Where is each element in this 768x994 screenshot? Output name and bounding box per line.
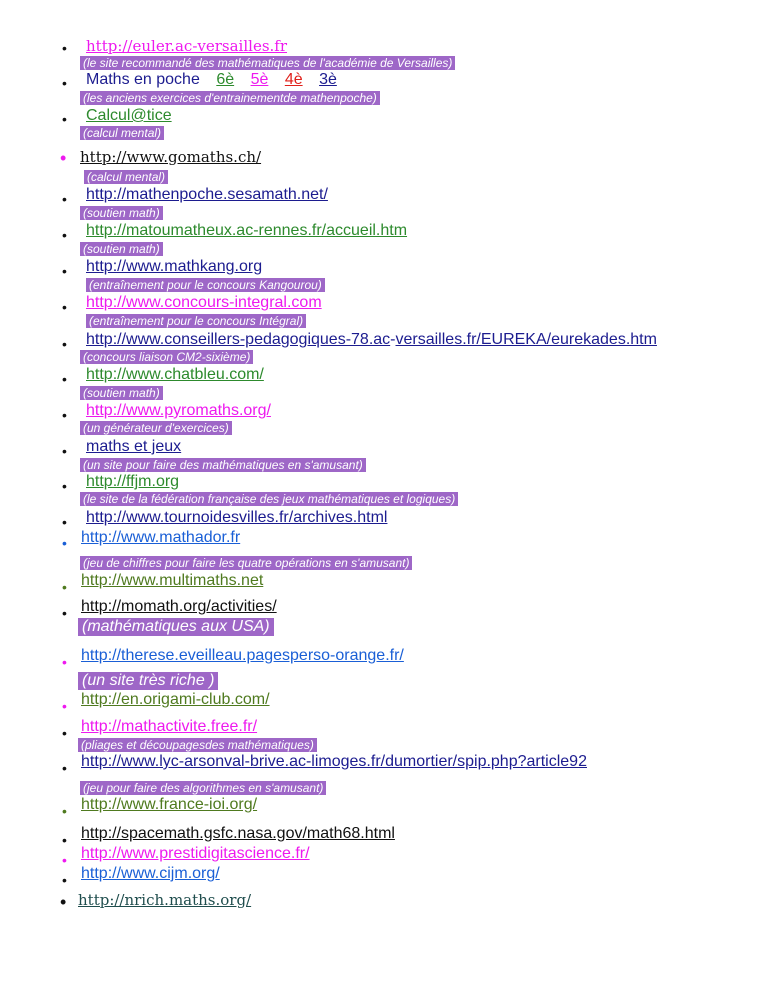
link-ffjm[interactable]: http://ffjm.org [86,473,180,490]
link-spacemath[interactable]: http://spacemath.gsfc.nasa.gov/math68.html [81,825,395,842]
note-calculatice: (calcul mental) [80,126,164,140]
link-france-ioi[interactable]: http://www.france-ioi.org/ [81,796,258,813]
level-3e-link[interactable]: 3è [319,71,337,88]
bullet-icon: • [62,227,67,243]
note-generateur: (un générateur d'exercices) [80,421,232,435]
bullet-icon: • [62,605,67,621]
level-6e-link[interactable]: 6è [216,71,235,88]
link-chatbleu[interactable]: http://www.chatbleu.com/ [86,366,264,383]
link-matoumatheux[interactable]: http://matoumatheux.ac-rennes.fr/accueil.htm [86,222,408,239]
bullet-icon: • [62,725,67,741]
bullet-icon: • [62,760,67,776]
link-pyromaths[interactable]: http://www.pyromaths.org/ [86,402,271,419]
note-algorithmes: (jeu pour faire des algorithmes en s'amusant) [80,781,326,795]
link-eureka-part-b[interactable]: versailles.fr/EUREKA/eurekades.htm [395,331,657,348]
bullet-icon: • [62,40,67,56]
bullet-icon: • [60,892,67,912]
note-ffjm: (le site de la fédération française des jeux mathématiques et logiques) [80,492,458,506]
bullet-icon: • [62,535,67,551]
bullet-icon: • [62,336,67,352]
link-gomaths[interactable]: http://www.gomaths.ch/ [80,148,262,166]
note-soutien-3: (soutien math) [80,386,163,400]
link-euler[interactable]: http://euler.ac-versailles.fr [86,37,288,55]
bullet-icon: • [62,832,67,848]
maths-en-poche-text: Maths en poche [86,71,200,88]
note-soutien-2: (soutien math) [80,242,163,256]
note-soutien-1: (soutien math) [80,206,163,220]
note-integral: (entraînement pour le concours Intégral) [86,314,306,328]
link-tournoidesvilles[interactable]: http://www.tournoidesvilles.fr/archives.html [86,509,388,526]
bullet-icon: • [62,654,67,670]
bullet-icon: • [62,478,67,494]
link-therese-eveilleau[interactable]: http://therese.eveilleau.pagesperso-orange.fr/ [81,647,404,664]
bullet-icon: • [62,872,67,888]
bullet-icon: • [62,191,67,207]
link-multimaths[interactable]: http://www.multimaths.net [81,572,264,589]
bullet-icon: • [62,698,67,714]
link-eureka-part-a[interactable]: http://www.conseillers-pedagogiques-78.ac [86,331,391,348]
link-momath[interactable]: http://momath.org/activities/ [81,598,277,615]
bullet-icon: • [62,263,67,279]
note-mathenpoche-old: (les anciens exercices d'entrainementde mathenpoche) [80,91,380,105]
link-nrich[interactable]: http://nrich.maths.org/ [78,891,252,909]
link-calculatice[interactable]: Calcul@tice [86,107,172,124]
note-mathematiques-amusant: (un site pour faire des mathématiques en s'amusant) [80,458,366,472]
link-eureka[interactable] [86,331,657,349]
link-maths-et-jeux[interactable]: maths et jeux [86,438,182,455]
link-mathenpoche[interactable]: http://mathenpoche.sesamath.net/ [86,186,328,203]
link-origami-club[interactable]: http://en.origami-club.com/ [81,691,270,708]
bullet-icon: • [62,111,67,127]
link-eureka-sep: - [390,331,396,348]
note-cm2: (concours liaison CM2-sixième) [80,350,253,364]
note-gomaths: (calcul mental) [84,170,168,184]
bullet-icon: • [62,852,67,868]
bullet-icon: • [62,579,67,595]
note-euler: (le site recommandé des mathématiques de l'académie de Versailles) [80,56,455,70]
link-mathkang[interactable]: http://www.mathkang.org [86,258,263,275]
link-prestidigitascience[interactable]: http://www.prestidigitascience.fr/ [81,845,310,862]
note-site-riche: (un site très riche ) [78,672,218,690]
level-5e-link[interactable]: 5è [250,71,269,88]
link-cijm[interactable]: http://www.cijm.org/ [81,865,220,882]
bullet-icon: • [62,407,67,423]
bullet-icon: • [62,75,67,91]
note-mathador: (jeu de chiffres pour faire les quatre opérations en s'amusant) [80,556,412,570]
bullet-icon: • [62,514,67,530]
bullet-icon: • [62,443,67,459]
note-kangourou: (entraînement pour le concours Kangourou) [86,278,325,292]
bullet-icon: • [62,803,67,819]
bullet-icon: • [60,148,67,168]
link-mathador[interactable]: http://www.mathador.fr [81,529,241,546]
note-pliages: (pliages et découpagesdes mathématiques) [78,738,317,752]
note-usa: (mathématiques aux USA) [78,618,274,636]
bullet-icon: • [62,299,67,315]
link-lyc-arsonval[interactable]: http://www.lyc-arsonval-brive.ac-limoges.fr/dumortier/spip.php?article92 [81,753,587,770]
maths-en-poche-label [86,71,337,89]
bullet-icon: • [62,371,67,387]
link-mathactivite[interactable]: http://mathactivite.free.fr/ [81,718,258,735]
link-concours-integral[interactable]: http://www.concours-integral.com [86,294,322,311]
level-4e-link[interactable]: 4è [284,71,303,88]
